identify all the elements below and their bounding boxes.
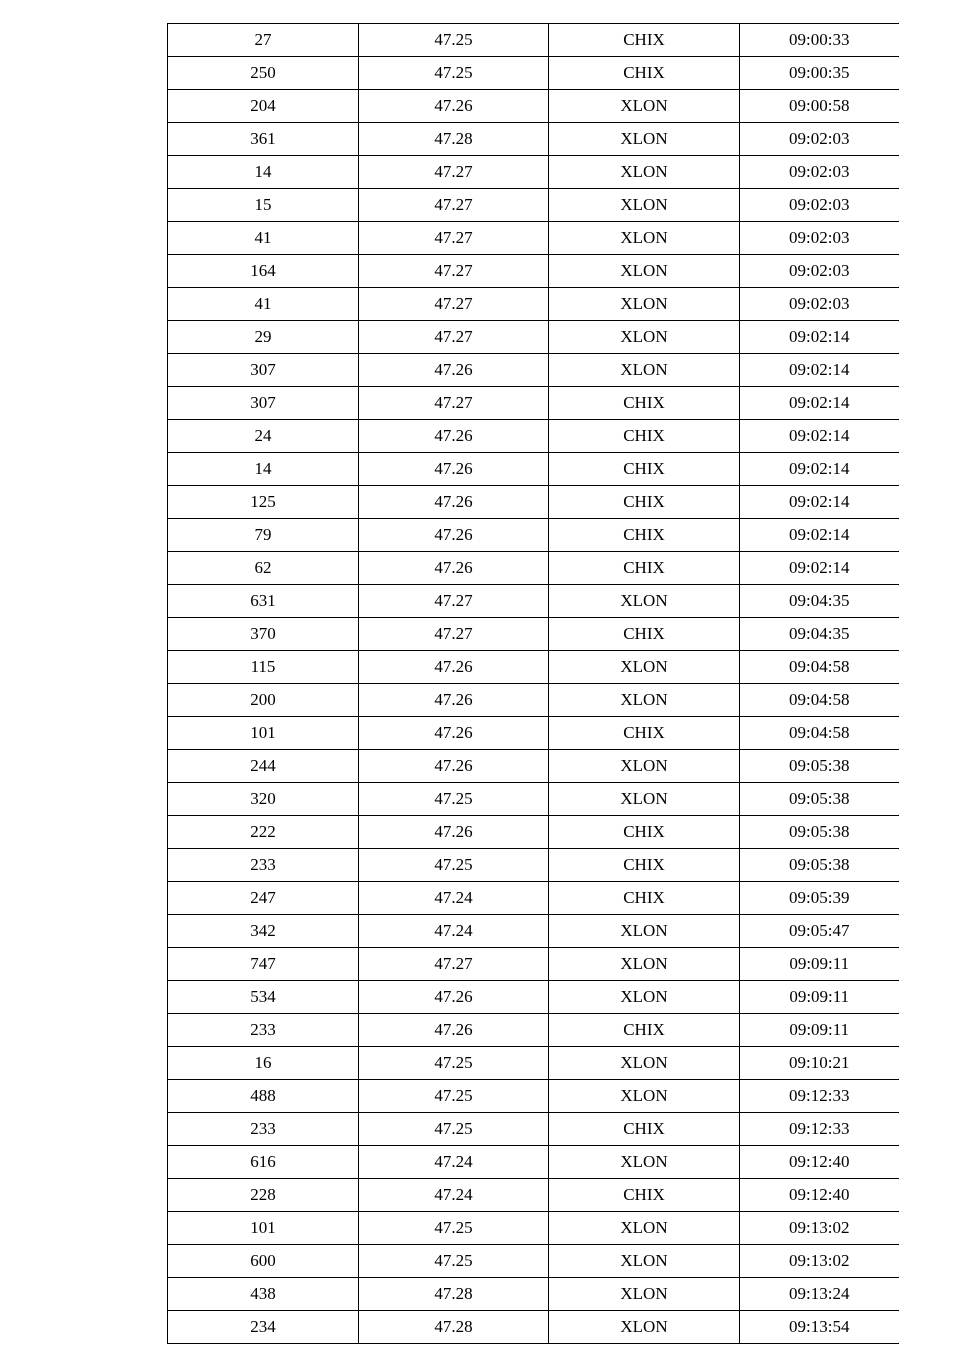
table-row — [168, 684, 899, 717]
venue-cell: CHIX — [549, 717, 740, 750]
transactions-table-container — [167, 23, 898, 1344]
venue-cell: CHIX — [549, 618, 740, 651]
table-row — [168, 288, 899, 321]
volume-cell: 115 — [168, 651, 359, 684]
table-row — [168, 552, 899, 585]
volume-cell: 616 — [168, 1146, 359, 1179]
time-cell: 09:05:38 — [740, 783, 899, 816]
price-cell: 47.25 — [359, 1047, 549, 1080]
venue-cell: CHIX — [549, 849, 740, 882]
venue-cell: XLON — [549, 189, 740, 222]
volume-cell: 101 — [168, 717, 359, 750]
time-cell: 09:02:14 — [740, 519, 899, 552]
price-cell: 47.25 — [359, 783, 549, 816]
volume-cell: 62 — [168, 552, 359, 585]
time-cell: 09:12:33 — [740, 1080, 899, 1113]
price-cell: 47.25 — [359, 24, 549, 57]
time-cell: 09:09:11 — [740, 948, 899, 981]
volume-cell: 233 — [168, 1014, 359, 1047]
price-cell: 47.27 — [359, 948, 549, 981]
venue-cell: CHIX — [549, 57, 740, 90]
table-row — [168, 750, 899, 783]
transactions-table — [167, 23, 899, 1344]
price-cell: 47.24 — [359, 1146, 549, 1179]
volume-cell: 204 — [168, 90, 359, 123]
venue-cell: XLON — [549, 585, 740, 618]
volume-cell: 342 — [168, 915, 359, 948]
table-row — [168, 1080, 899, 1113]
table-row — [168, 486, 899, 519]
price-cell: 47.27 — [359, 189, 549, 222]
table-row — [168, 981, 899, 1014]
price-cell: 47.28 — [359, 1278, 549, 1311]
time-cell: 09:12:40 — [740, 1179, 899, 1212]
table-row — [168, 816, 899, 849]
table-row — [168, 189, 899, 222]
volume-cell: 41 — [168, 288, 359, 321]
venue-cell: CHIX — [549, 420, 740, 453]
time-cell: 09:13:54 — [740, 1311, 899, 1344]
volume-cell: 125 — [168, 486, 359, 519]
table-row — [168, 1113, 899, 1146]
time-cell: 09:05:38 — [740, 849, 899, 882]
venue-cell: XLON — [549, 1311, 740, 1344]
table-row — [168, 1047, 899, 1080]
table-row — [168, 222, 899, 255]
time-cell: 09:02:14 — [740, 387, 899, 420]
volume-cell: 29 — [168, 321, 359, 354]
table-row — [168, 717, 899, 750]
table-row — [168, 1278, 899, 1311]
time-cell: 09:00:58 — [740, 90, 899, 123]
price-cell: 47.24 — [359, 882, 549, 915]
venue-cell: CHIX — [549, 24, 740, 57]
table-row — [168, 651, 899, 684]
table-row — [168, 1146, 899, 1179]
price-cell: 47.27 — [359, 222, 549, 255]
venue-cell: CHIX — [549, 387, 740, 420]
volume-cell: 631 — [168, 585, 359, 618]
venue-cell: XLON — [549, 783, 740, 816]
volume-cell: 200 — [168, 684, 359, 717]
volume-cell: 250 — [168, 57, 359, 90]
venue-cell: XLON — [549, 1212, 740, 1245]
table-row — [168, 156, 899, 189]
volume-cell: 15 — [168, 189, 359, 222]
volume-cell: 361 — [168, 123, 359, 156]
time-cell: 09:02:14 — [740, 321, 899, 354]
table-row — [168, 255, 899, 288]
price-cell: 47.25 — [359, 1212, 549, 1245]
venue-cell: CHIX — [549, 1179, 740, 1212]
price-cell: 47.27 — [359, 387, 549, 420]
table-row — [168, 915, 899, 948]
volume-cell: 488 — [168, 1080, 359, 1113]
table-row — [168, 783, 899, 816]
venue-cell: XLON — [549, 981, 740, 1014]
time-cell: 09:04:58 — [740, 651, 899, 684]
time-cell: 09:00:35 — [740, 57, 899, 90]
volume-cell: 228 — [168, 1179, 359, 1212]
price-cell: 47.27 — [359, 618, 549, 651]
volume-cell: 234 — [168, 1311, 359, 1344]
volume-cell: 222 — [168, 816, 359, 849]
venue-cell: XLON — [549, 222, 740, 255]
venue-cell: CHIX — [549, 1113, 740, 1146]
venue-cell: CHIX — [549, 882, 740, 915]
price-cell: 47.26 — [359, 453, 549, 486]
time-cell: 09:02:03 — [740, 222, 899, 255]
price-cell: 47.27 — [359, 255, 549, 288]
time-cell: 09:05:38 — [740, 750, 899, 783]
volume-cell: 27 — [168, 24, 359, 57]
table-row — [168, 849, 899, 882]
price-cell: 47.26 — [359, 552, 549, 585]
time-cell: 09:02:03 — [740, 255, 899, 288]
volume-cell: 101 — [168, 1212, 359, 1245]
price-cell: 47.26 — [359, 750, 549, 783]
time-cell: 09:02:14 — [740, 552, 899, 585]
venue-cell: XLON — [549, 1278, 740, 1311]
price-cell: 47.25 — [359, 1113, 549, 1146]
venue-cell: XLON — [549, 156, 740, 189]
venue-cell: XLON — [549, 255, 740, 288]
time-cell: 09:12:40 — [740, 1146, 899, 1179]
time-cell: 09:13:02 — [740, 1245, 899, 1278]
venue-cell: XLON — [549, 321, 740, 354]
volume-cell: 370 — [168, 618, 359, 651]
price-cell: 47.25 — [359, 57, 549, 90]
volume-cell: 307 — [168, 387, 359, 420]
volume-cell: 247 — [168, 882, 359, 915]
table-row — [168, 420, 899, 453]
table-body — [168, 24, 899, 1344]
table-row — [168, 57, 899, 90]
price-cell: 47.26 — [359, 420, 549, 453]
table-row — [168, 1311, 899, 1344]
venue-cell: XLON — [549, 1146, 740, 1179]
time-cell: 09:04:58 — [740, 684, 899, 717]
price-cell: 47.26 — [359, 684, 549, 717]
table-row — [168, 882, 899, 915]
table-row — [168, 618, 899, 651]
venue-cell: CHIX — [549, 552, 740, 585]
time-cell: 09:02:03 — [740, 189, 899, 222]
table-row — [168, 387, 899, 420]
volume-cell: 79 — [168, 519, 359, 552]
price-cell: 47.25 — [359, 1245, 549, 1278]
time-cell: 09:00:33 — [740, 24, 899, 57]
time-cell: 09:02:14 — [740, 420, 899, 453]
table-row — [168, 1212, 899, 1245]
volume-cell: 747 — [168, 948, 359, 981]
table-row — [168, 123, 899, 156]
time-cell: 09:05:47 — [740, 915, 899, 948]
venue-cell: XLON — [549, 123, 740, 156]
table-row — [168, 453, 899, 486]
volume-cell: 534 — [168, 981, 359, 1014]
volume-cell: 233 — [168, 1113, 359, 1146]
venue-cell: CHIX — [549, 1014, 740, 1047]
volume-cell: 307 — [168, 354, 359, 387]
venue-cell: XLON — [549, 1080, 740, 1113]
price-cell: 47.27 — [359, 156, 549, 189]
venue-cell: XLON — [549, 915, 740, 948]
volume-cell: 164 — [168, 255, 359, 288]
price-cell: 47.26 — [359, 486, 549, 519]
price-cell: 47.28 — [359, 1311, 549, 1344]
price-cell: 47.27 — [359, 288, 549, 321]
volume-cell: 244 — [168, 750, 359, 783]
venue-cell: CHIX — [549, 519, 740, 552]
volume-cell: 24 — [168, 420, 359, 453]
volume-cell: 41 — [168, 222, 359, 255]
time-cell: 09:05:39 — [740, 882, 899, 915]
time-cell: 09:04:35 — [740, 618, 899, 651]
price-cell: 47.27 — [359, 321, 549, 354]
venue-cell: XLON — [549, 1047, 740, 1080]
price-cell: 47.25 — [359, 849, 549, 882]
price-cell: 47.26 — [359, 354, 549, 387]
time-cell: 09:10:21 — [740, 1047, 899, 1080]
time-cell: 09:04:58 — [740, 717, 899, 750]
table-row — [168, 321, 899, 354]
time-cell: 09:02:14 — [740, 354, 899, 387]
time-cell: 09:02:14 — [740, 486, 899, 519]
price-cell: 47.24 — [359, 915, 549, 948]
price-cell: 47.26 — [359, 1014, 549, 1047]
table-row — [168, 90, 899, 123]
venue-cell: XLON — [549, 750, 740, 783]
time-cell: 09:09:11 — [740, 1014, 899, 1047]
volume-cell: 438 — [168, 1278, 359, 1311]
price-cell: 47.28 — [359, 123, 549, 156]
table-row — [168, 585, 899, 618]
venue-cell: CHIX — [549, 453, 740, 486]
table-row — [168, 1014, 899, 1047]
time-cell: 09:02:03 — [740, 123, 899, 156]
table-row — [168, 24, 899, 57]
volume-cell: 14 — [168, 156, 359, 189]
venue-cell: CHIX — [549, 816, 740, 849]
time-cell: 09:13:24 — [740, 1278, 899, 1311]
price-cell: 47.27 — [359, 585, 549, 618]
venue-cell: XLON — [549, 288, 740, 321]
table-row — [168, 354, 899, 387]
table-row — [168, 1245, 899, 1278]
volume-cell: 233 — [168, 849, 359, 882]
table-row — [168, 948, 899, 981]
venue-cell: XLON — [549, 1245, 740, 1278]
time-cell: 09:12:33 — [740, 1113, 899, 1146]
venue-cell: XLON — [549, 354, 740, 387]
time-cell: 09:02:14 — [740, 453, 899, 486]
volume-cell: 320 — [168, 783, 359, 816]
price-cell: 47.26 — [359, 981, 549, 1014]
venue-cell: CHIX — [549, 486, 740, 519]
time-cell: 09:13:02 — [740, 1212, 899, 1245]
price-cell: 47.26 — [359, 519, 549, 552]
price-cell: 47.26 — [359, 651, 549, 684]
venue-cell: XLON — [549, 90, 740, 123]
table-row — [168, 1179, 899, 1212]
time-cell: 09:02:03 — [740, 156, 899, 189]
price-cell: 47.25 — [359, 1080, 549, 1113]
price-cell: 47.26 — [359, 90, 549, 123]
venue-cell: XLON — [549, 684, 740, 717]
time-cell: 09:04:35 — [740, 585, 899, 618]
venue-cell: XLON — [549, 948, 740, 981]
price-cell: 47.26 — [359, 717, 549, 750]
time-cell: 09:02:03 — [740, 288, 899, 321]
price-cell: 47.26 — [359, 816, 549, 849]
table-row — [168, 519, 899, 552]
volume-cell: 600 — [168, 1245, 359, 1278]
time-cell: 09:05:38 — [740, 816, 899, 849]
volume-cell: 16 — [168, 1047, 359, 1080]
price-cell: 47.24 — [359, 1179, 549, 1212]
time-cell: 09:09:11 — [740, 981, 899, 1014]
venue-cell: XLON — [549, 651, 740, 684]
volume-cell: 14 — [168, 453, 359, 486]
